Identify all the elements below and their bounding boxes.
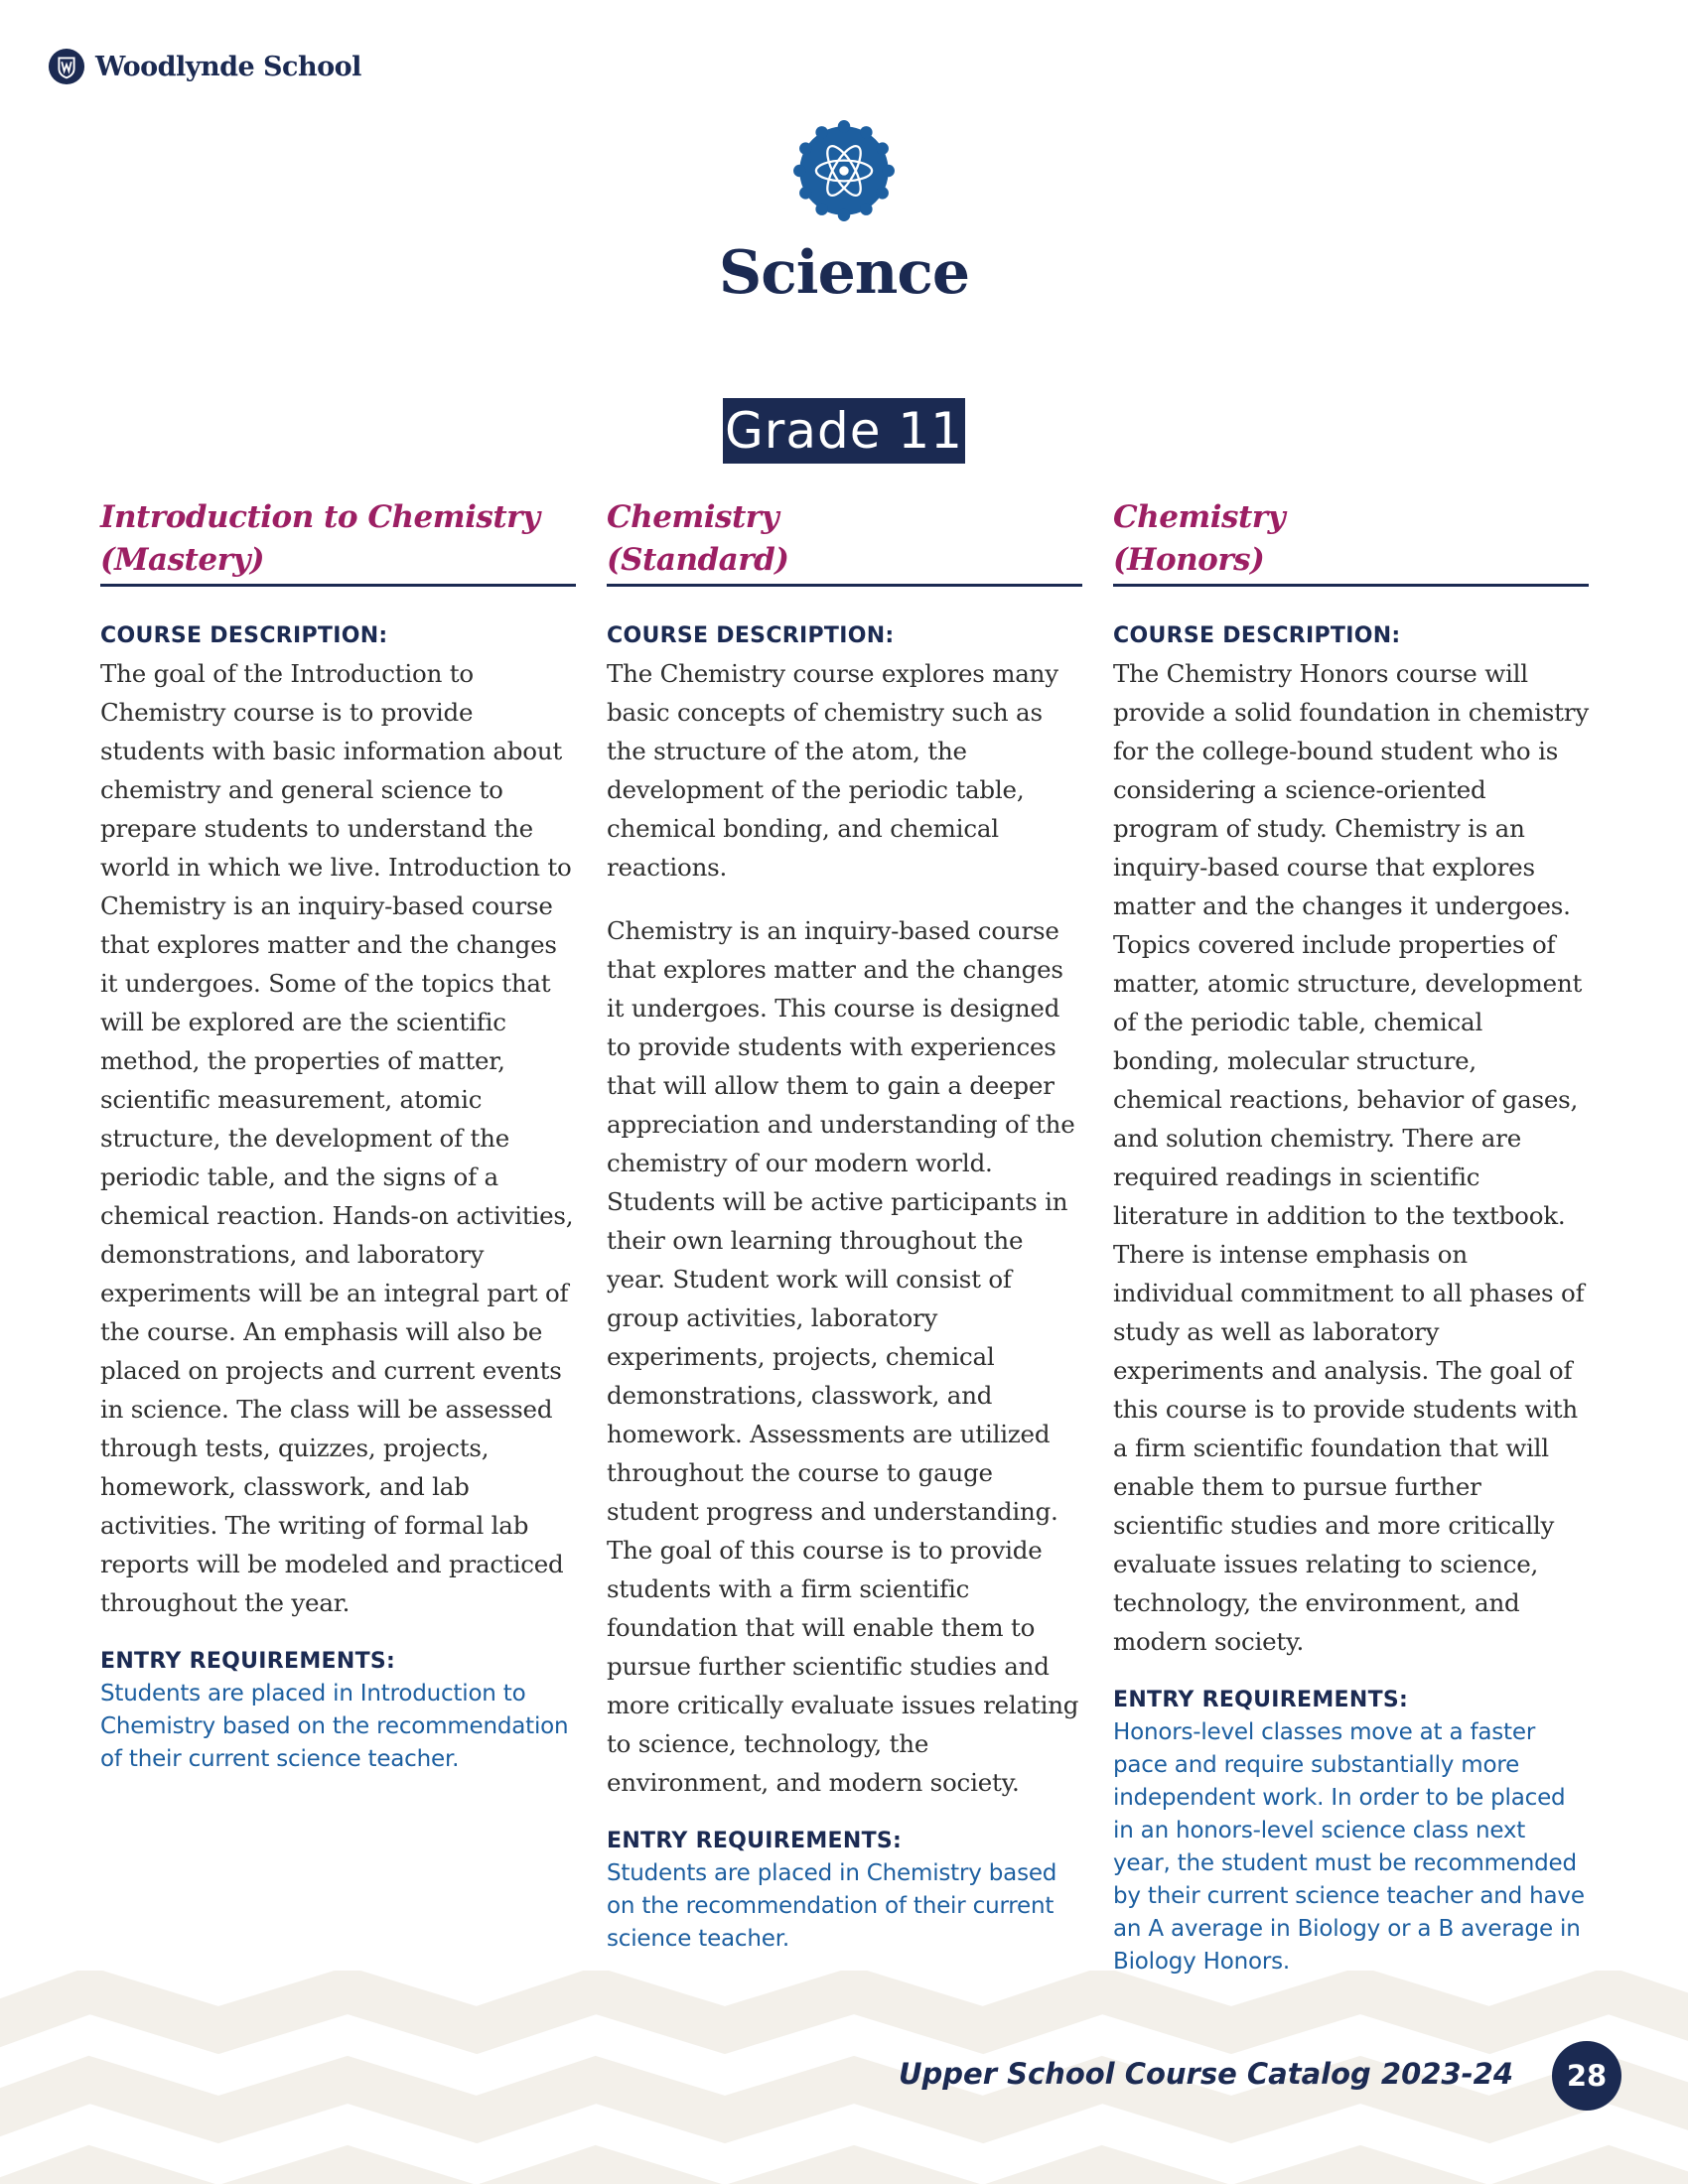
entry-requirements-heading: ENTRY REQUIREMENTS: [100,1649,396,1674]
course-column-chemistry-honors [1113,496,1589,1979]
course-column-intro-chemistry [100,496,576,1776]
course-description: The Chemistry course explores many basic concepts of chemistry such as the structure of the atom, the development of the periodic table, chemical bonding, and chemical reactions. Chemistry is an inquiry-based course that explores matter and the changes it undergoes. This course is designed to provide students with experiences that will allow them to gain a deeper appreciation and understanding of the chemistry of our modern world. Students will be active participants in their own learning throughout the year. Student work will consist of group activities, laboratory experiments, projects, chemical demonstrations, classwork, and homework. Assessments are utilized throughout the course to gauge student progress and understanding. The goal of this course is to provide students with a firm scientific foundation that will enable them to pursue further scientific studies and more critically evaluate issues relating to science, technology, the environment, and modern society. [607,659,1079,1797]
atom-badge-icon [792,119,896,222]
course-description-heading: COURSE DESCRIPTION: [1113,623,1401,648]
course-title: Chemistry (Honors) [1113,496,1589,587]
course-title: Introduction to Chemistry (Mastery) [100,496,576,587]
course-column-chemistry-standard [607,496,1082,1956]
page-number: 28 [1552,2041,1621,2111]
entry-requirements-heading: ENTRY REQUIREMENTS: [607,1829,903,1853]
page-title: Science [718,238,970,308]
grade-label: Grade 11 [723,398,965,464]
course-title: Chemistry (Standard) [607,496,1082,587]
course-description: The goal of the Introduction to Chemistry course is to provide students with basic information about chemistry and general science to prepare students to understand the world in which we live. Introduction to Chemistry is an inquiry-based course that explores matter and the changes it undergoes. Some of the topics that will be explored are the scientific method, the properties of matter, scientific measurement, atomic structure, the development of the periodic table, and the signs of a chemical reaction. Hands-on activities, demonstrations, and laboratory experiments will be an integral part of the course. An emphasis will also be placed on projects and current events in science. The class will be assessed through tests, quizzes, projects, homework, classwork, and lab activities. The writing of formal lab reports will be modeled and practiced throughout the year. [100,659,574,1617]
school-name: Woodlynde School [95,51,361,82]
entry-requirements-text: Honors-level classes move at a faster pace and require substantially more independent work. In order to be placed in an honors-level science class next year, the student must be recommended by their current science teacher and have an A average in Biology or a B average in Biology Honors. [1113,1719,1585,1975]
course-description-heading: COURSE DESCRIPTION: [607,623,895,648]
entry-requirements-heading: ENTRY REQUIREMENTS: [1113,1688,1409,1712]
school-crest-icon [48,48,85,85]
school-logo [48,48,361,85]
entry-requirements-text: Students are placed in Introduction to Chemistry based on the recommendation of their current science teacher. [100,1681,569,1772]
catalog-title: Upper School Course Catalog 2023-24 [898,2057,1513,2091]
course-description-heading: COURSE DESCRIPTION: [100,623,388,648]
entry-requirements-text: Students are placed in Chemistry based on the recommendation of their current science teacher. [607,1860,1057,1952]
course-description: The Chemistry Honors course will provide a solid foundation in chemistry for the college-bound student who is considering a science-oriented program of study. Chemistry is an inquiry-based course that explores matter and the changes it undergoes. Topics covered include properties of matter, atomic structure, development of the periodic table, chemical bonding, molecular structure, chemical reactions, behavior of gases, and solution chemistry. There are required readings in scientific literature in addition to the textbook. There is intense emphasis on individual commitment to all phases of study as well as laboratory experiments and analysis. The goal of this course is to provide students with a firm scientific foundation that will enable them to pursue further scientific studies and more critically evaluate issues relating to science, technology, the environment, and modern society. [1113,659,1589,1656]
